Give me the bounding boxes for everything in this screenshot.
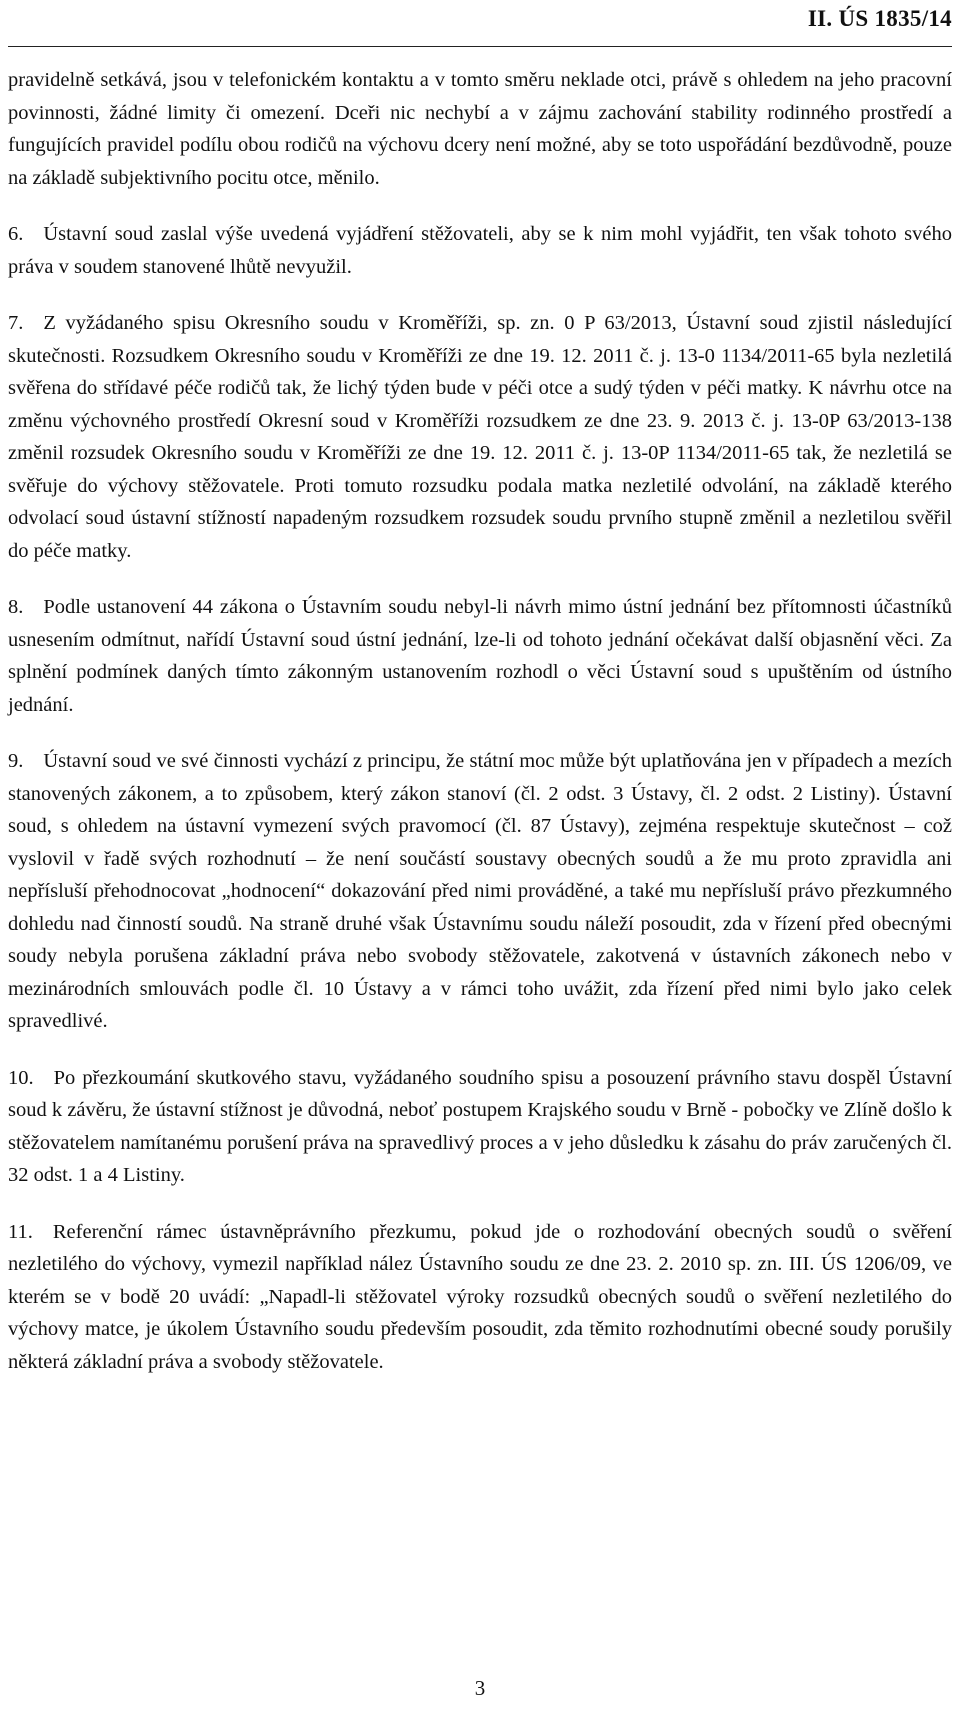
paragraph-7 [8,307,952,567]
paragraph-number: 6. [8,223,24,245]
header-rule [8,46,952,47]
paragraph-text: Podle ustanovení 44 zákona o Ústavním soudu nebyl-li návrh mimo ústní jednání bez přítomnosti účastníků usnesením odmítnut, nařídí Ústavní soud ústní jednání, lze-li od tohoto jednání očekávat další objasnění věci. Za splnění podmínek daných tímto zákonným ustanovením rozhodl o věci Ústavní soud s upuštěním od ústního jednání. [8,596,952,716]
page-number: 3 [474,1676,486,1700]
paragraph-6 [8,218,952,283]
paragraph-number: 10. [8,1066,34,1089]
paragraph-11 [8,1216,952,1379]
paragraph-text: pravidelně setkává, jsou v telefonickém kontaktu a v tomto směru neklade otci, právě s ohledem na jeho pracovní povinnosti, žádné limity či omezení. Dceři nic nechybí a v zájmu zachování stability rodinného prostředí a fungujících pravidel podílu obou rodičů na výchovu dcery není možné, aby se toto uspořádání bezdůvodně, pouze na základě subjektivního pocitu otce, měnilo. [8,69,952,189]
paragraph-continuation [8,64,952,194]
paragraph-number: 9. [8,750,24,772]
paragraph-10 [8,1062,952,1192]
paragraph-9 [8,745,952,1038]
paragraph-text: Ústavní soud ve své činnosti vychází z principu, že státní moc může být uplatňována jen v případech a mezích stanovených zákonem, a to způsobem, který zákon stanoví (čl. 2 odst. 3 Ústavy, čl. 2 odst. 2 Listiny). Ústavní soud, s ohledem na ústavní vymezení svých pravomocí (čl. 87 Ústavy), zejména respektuje skutečnost – což vyslovil v řadě svých rozhodnutí – že není součástí soustavy obecných soudů a že mu proto zpravidla ani nepřísluší přehodnocovat „hodnocení“ dokazování před nimi prováděné, a také mu nepřísluší právo přezkumného dohledu nad činností soudů. Na straně druhé však Ústavnímu soudu náleží posoudit, zda v řízení před obecnými soudy nebyla porušena základní práva nebo svobody stěžovatele, zakotvená v ústavních zákonech nebo v mezinárodních smlouvách podle čl. 10 Ústavy a v rámci toho uvážit, zda řízení před nimi bylo jako celek spravedlivé. [8,750,952,1032]
document-body [8,64,952,1402]
paragraph-text: Referenční rámec ústavněprávního přezkumu, pokud jde o rozhodování obecných soudů o svěření nezletilého do výchovy, vymezil například nález Ústavního soudu ze dne 23. 2. 2010 sp. zn. III. ÚS 1206/09, ve kterém se v bodě 20 uvádí: „Napadl-li stěžovatel výroky rozsudků obecných soudů o svěření nezletilého do výchovy matce, je úkolem Ústavního soudu především posoudit, zda těmito rozhodnutími obecné soudy porušily některá základní práva a svobody stěžovatele. [8,1220,952,1373]
paragraph-text: Po přezkoumání skutkového stavu, vyžádaného soudního spisu a posouzení právního stavu dospěl Ústavní soud k závěru, že ústavní stížnost je důvodná, neboť postupem Krajského soudu v Brně - pobočky ve Zlíně došlo k stěžovatelem namítanému porušení práva na spravedlivý proces a v jeho důsledku k zásahu do práv zaručených čl. 32 odst. 1 a 4 Listiny. [8,1066,952,1186]
paragraph-text: Z vyžádaného spisu Okresního soudu v Kroměříži, sp. zn. 0 P 63/2013, Ústavní soud zjistil následující skutečnosti. Rozsudkem Okresního soudu v Kroměříži ze dne 19. 12. 2011 č. j. 13-0 1134/2011-65 byla nezletilá svěřena do střídavé péče rodičů tak, že lichý týden bude v péči otce a sudý týden v péči matky. K návrhu otce na změnu výchovného prostředí Okresní soud v Kroměříži rozsudkem ze dne 23. 9. 2013 č. j. 13-0P 63/2013-138 změnil rozsudek Okresního soudu v Kroměříži ze dne 19. 12. 2011 č. j. 13-0P 1134/2011-65 tak, že nezletilá se svěřuje do výchovy stěžovatele. Proti tomuto rozsudku podala matka nezletilé odvolání, na základě kterého odvolací soud ústavní stížností napadeným rozsudkem rozsudek soudu prvního stupně změnil a nezletilou svěřil do péče matky. [8,312,952,562]
paragraph-number: 8. [8,596,24,618]
paragraph-8 [8,591,952,721]
paragraph-number: 7. [8,312,24,334]
paragraph-text: Ústavní soud zaslal výše uvedená vyjádření stěžovateli, aby se k nim mohl vyjádřit, ten však tohoto svého práva v soudem stanovené lhůtě nevyužil. [8,223,952,278]
case-number: II. ÚS 1835/14 [807,6,952,31]
paragraph-number: 11. [8,1220,33,1243]
